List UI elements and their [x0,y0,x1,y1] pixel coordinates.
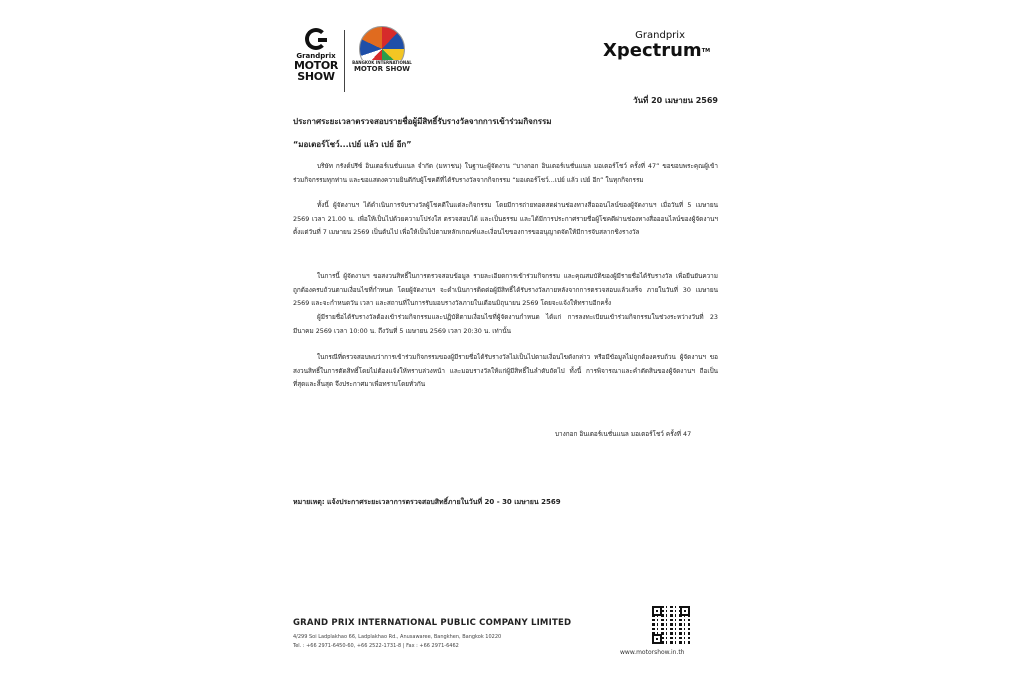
bims-caption-line2: MOTOR SHOW [353,65,411,73]
xpectrum-big-text [603,40,711,61]
logo-motor-text: MOTOR [293,59,339,72]
paragraph-3: ในการนี้ ผู้จัดงานฯ ขอสงวนสิทธิ์ในการตรวจสอบข้อมูล รายละเอียดการเข้าร่วมกิจกรรม และคุณสมบัติของผู้มีรายชื่อได้รับรางวัล เพื่อยืนยันความถูกต้องครบถ้วนตามเงื่อนไขที่กำหนด โดยผู้จัดงานฯ จะดำเนินการติดต่อผู้มีสิทธิ์ได้รับรางวัลภายหลังจากการตรวจสอบแล้วเสร็จ ภายในวันที่ 30 เมษายน 2569 และจะกำหนดวัน เวลา และสถานที่ในการรับมอบรางวัลภายในเดือนมิถุนายน 2569 โดยจะแจ้งให้ทราบอีกครั้ง [293,272,718,307]
footer-company-name: GRAND PRIX INTERNATIONAL PUBLIC COMPANY LIMITED [293,618,572,628]
qr-code-icon [652,606,690,644]
xpectrum-word: Xpectrum [603,40,702,61]
paragraph-5: ในกรณีที่ตรวจสอบพบว่าการเข้าร่วมกิจกรรมของผู้มีรายชื่อได้รับรางวัลไม่เป็นไปตามเงื่อนไขดังกล่าว หรือมีข้อมูลไม่ถูกต้องครบถ้วน ผู้จัดงานฯ ขอสงวนสิทธิ์ในการตัดสิทธิ์โดยไม่ต้องแจ้งให้ทราบล่วงหน้า และมอบรางวัลให้แก่ผู้มีสิทธิ์ในลำดับถัดไป ทั้งนี้ การพิจารณาและคำตัดสินของผู้จัดงานฯ ถือเป็นที่สุดและสิ้นสุด จึงประกาศมาเพื่อทราบโดยทั่วกัน [293,353,718,388]
grandprix-xpectrum-logo [603,30,711,70]
footer-website-link[interactable]: www.motorshow.in.th [620,649,685,656]
document-date: วันที่ 20 เมษายน 2569 [633,96,718,105]
paragraph-4: ผู้มีรายชื่อได้รับรางวัลต้องเข้าร่วมกิจกรรมและปฏิบัติตามเงื่อนไขที่ผู้จัดงานกำหนด ได้แก่ การลงทะเบียนเข้าร่วมกิจกรรมในช่วงระหว่างวันที่ 23 มีนาคม 2569 เวลา 10:00 น. ถึงวันที่ 5 เมษายน 2569 เวลา 20:30 น. เท่านั้น [293,313,718,335]
grandprix-motor-show-logo [293,28,339,100]
campaign-name: “มอเตอร์โชว์...เปย์ แล้ว เปย์ อีก” [293,140,412,149]
trademark-mark: TM [701,48,711,54]
bangkok-motor-show-logo [352,26,412,98]
announcement-title: ประกาศระยะเวลาตรวจสอบรายชื่อผู้มีสิทธิ์รับรางวัลจากการเข้าร่วมกิจกรรม [293,117,552,126]
logo-show-text: SHOW [297,70,335,83]
xpectrum-small-text: Grandprix [635,30,685,41]
paragraph-1: บริษัท กรังด์ปรีซ์ อินเตอร์เนชั่นแนล จำกัด (มหาชน) ในฐานะผู้จัดงาน “บางกอก อินเตอร์เนชั่นแนล มอเตอร์โชว์ ครั้งที่ 47” ขอขอบพระคุณผู้เข้าร่วมกิจกรรมทุกท่าน และขอแสดงความยินดีกับผู้โชคดีที่ได้รับรางวัลจากกิจกรรม “มอเตอร์โชว์...เปย์ แล้ว เปย์ อีก” ในทุกกิจกรรม [293,162,718,184]
footer-contact: Tel. : +66 2971-6450-60, +66 2522-1731-8 | Fax : +66 2971-6462 [293,643,459,649]
bims-caption-line1: BANGKOK INTERNATIONAL [352,60,412,65]
logo-divider [344,30,345,92]
grandprix-g-icon [305,28,327,50]
logo-grandprix-text: Grandprix [296,52,336,60]
remark-note: หมายเหตุ: แจ้งประกาศระยะเวลาการตรวจสอบสิทธิ์ภายในวันที่ 20 - 30 เมษายน 2569 [293,498,561,506]
paragraph-2: ทั้งนี้ ผู้จัดงานฯ ได้ดำเนินการจับรางวัลผู้โชคดีในแต่ละกิจกรรม โดยมีการถ่ายทอดสดผ่านช่องทางสื่อออนไลน์ของผู้จัดงานฯ เมื่อวันที่ 5 เมษายน 2569 เวลา 21.00 น. เพื่อให้เป็นไปด้วยความโปร่งใส ตรวจสอบได้ และเป็นธรรม และได้มีการประกาศรายชื่อผู้โชคดีผ่านช่องทางสื่อออนไลน์ของผู้จัดงานฯ ตั้งแต่วันที่ 7 เมษายน 2569 เป็นต้นไป เพื่อให้เป็นไปตามหลักเกณฑ์และเงื่อนไขของการขออนุญาตจัดให้มีการจับสลากชิงรางวัล [293,201,718,236]
footer-address: 4/299 Soi Ladplakhao 66, Ladplakhao Rd., Anusawaree, Bangkhen, Bangkok 10220 [293,634,502,640]
signature-line: บางกอก อินเตอร์เนชั่นแนล มอเตอร์โชว์ ครั้งที่ 47 [555,430,692,438]
